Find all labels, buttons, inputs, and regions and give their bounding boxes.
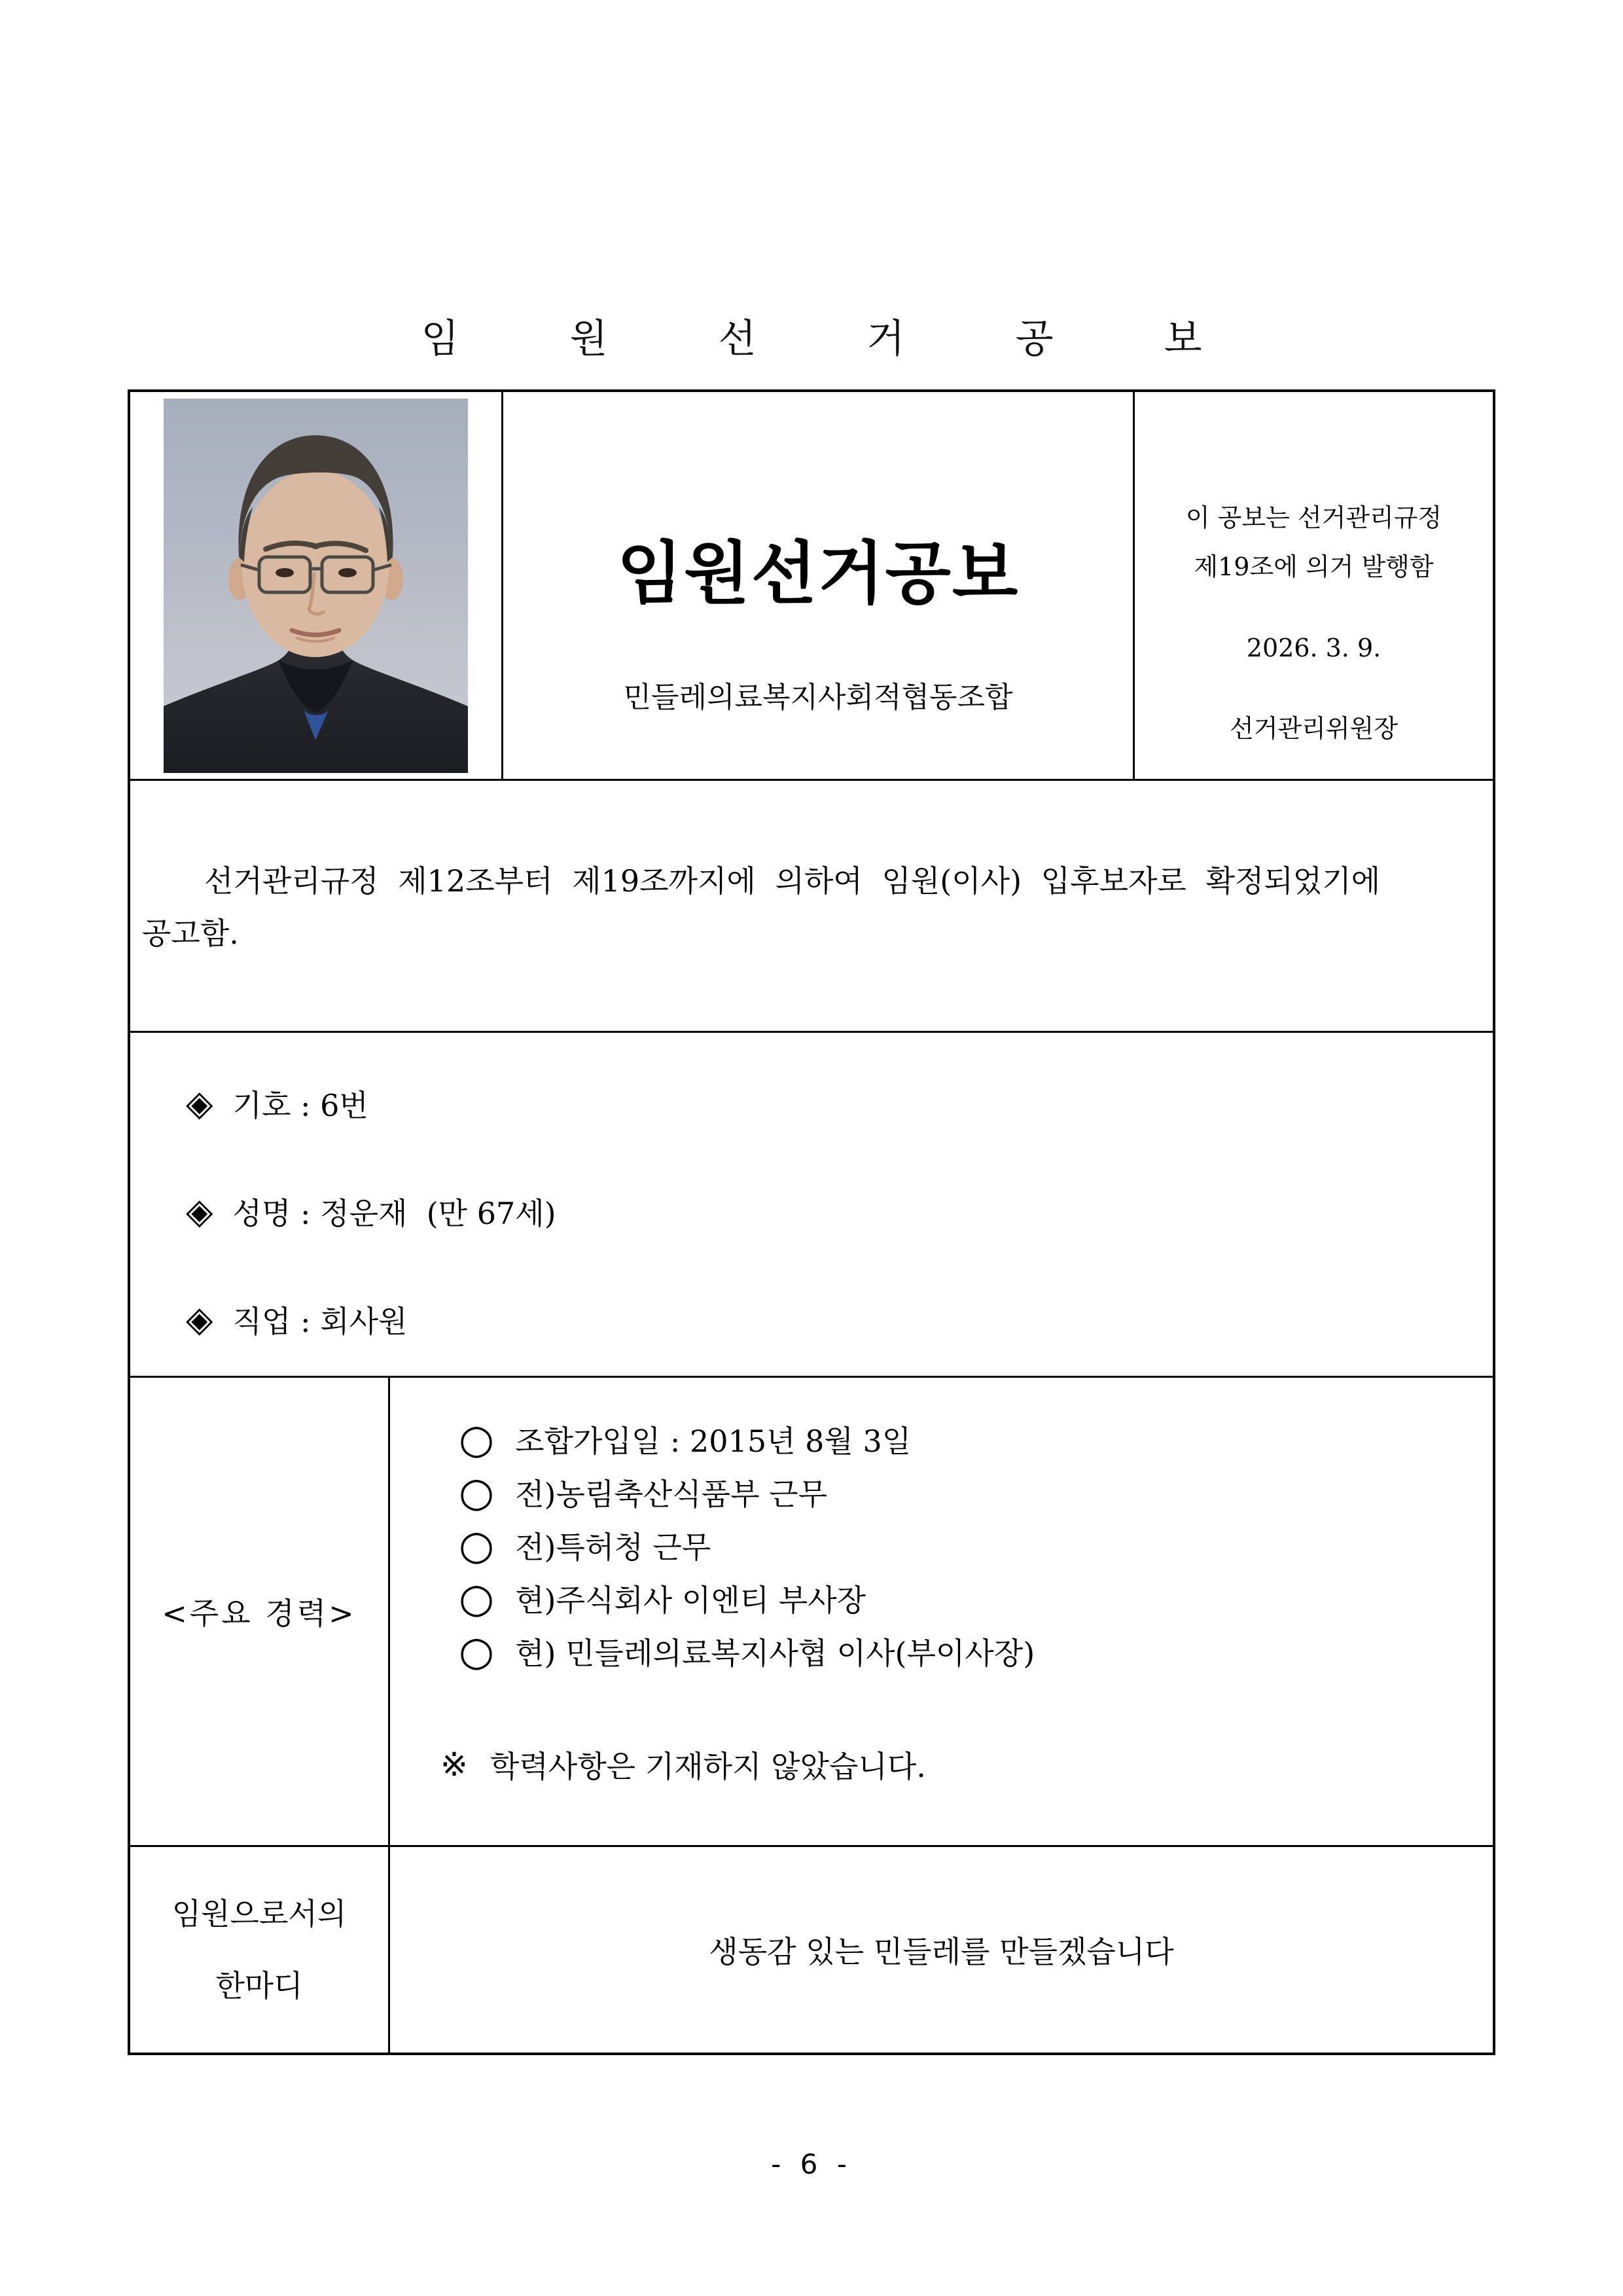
profile-cell xyxy=(130,1033,1493,1378)
profile-item-occupation-text: 직업 : 회사원 xyxy=(232,1304,408,1339)
career-item-text: 전)농림축산식품부 근무 xyxy=(515,1477,828,1512)
career-item xyxy=(459,1575,1493,1621)
message-content-cell xyxy=(390,1847,1493,2053)
career-item-text: 현)주식회사 이엔티 부사장 xyxy=(515,1583,866,1618)
title-cell xyxy=(503,392,1135,781)
diamond-bullet-icon: ◈ xyxy=(186,1083,213,1124)
message-label-cell xyxy=(130,1847,390,2053)
notice-cell xyxy=(130,781,1493,1033)
profile-item-number xyxy=(186,1072,1493,1135)
message-label-line1: 임원으로서의 xyxy=(171,1896,347,1931)
issuance-date: 2026. 3. 9. xyxy=(1246,634,1382,662)
notice-line2: 공고함. xyxy=(142,916,239,951)
main-title: 임원선거공보 xyxy=(616,533,1020,613)
circle-bullet-icon: ○ xyxy=(459,1521,495,1569)
diamond-bullet-icon: ◈ xyxy=(186,1191,213,1232)
career-item-text: 조합가입일 : 2015년 8월 3일 xyxy=(515,1424,912,1459)
profile-item-name xyxy=(186,1180,1493,1243)
page-number: - 6 - xyxy=(771,2148,852,2180)
issuance-info-cell xyxy=(1135,392,1493,781)
career-item xyxy=(459,1416,1493,1462)
career-item-text: 현) 민들레의료복지사협 이사(부이사장) xyxy=(515,1636,1035,1671)
profile-item-number-text: 기호 : 6번 xyxy=(232,1088,368,1123)
message-label-line2: 한마디 xyxy=(215,1968,303,2003)
circle-bullet-icon: ○ xyxy=(459,1415,495,1463)
issuer-title: 선거관리위원장 xyxy=(1230,714,1398,743)
diamond-bullet-icon: ◈ xyxy=(186,1299,213,1340)
page-title: 임 원 선 거 공 보 xyxy=(421,316,1251,362)
career-label-cell xyxy=(130,1378,390,1847)
notice-line1: 선거관리규정 제12조부터 제19조까지에 의하여 임원(이사) 입후보자로 확정되었기에 xyxy=(204,863,1381,899)
career-item xyxy=(459,1522,1493,1568)
education-note-text: 학력사항은 기재하지 않았습니다. xyxy=(490,1749,926,1784)
profile-item-name-text: 성명 : 정운재 (만 67세) xyxy=(232,1196,556,1231)
circle-bullet-icon: ○ xyxy=(459,1627,495,1675)
issuance-note-line2: 제19조에 의거 발행함 xyxy=(1194,552,1434,581)
circle-bullet-icon: ○ xyxy=(459,1468,495,1516)
career-label: <주요 경력> xyxy=(162,1596,357,1631)
announcement-table xyxy=(128,389,1495,2055)
career-content-cell xyxy=(390,1378,1493,1847)
photo-cell xyxy=(130,392,503,781)
circle-bullet-icon: ○ xyxy=(459,1574,495,1622)
message-text: 생동감 있는 민들레를 만들겠습니다 xyxy=(709,1934,1174,1969)
education-note xyxy=(440,1742,1493,1787)
profile-item-occupation xyxy=(186,1288,1493,1351)
career-item xyxy=(459,1469,1493,1515)
organization-name: 민들레의료복지사회적협동조합 xyxy=(623,681,1013,714)
reference-mark-icon: ※ xyxy=(440,1746,468,1784)
candidate-photo xyxy=(164,399,468,773)
issuance-note-line1: 이 공보는 선거관리규정 xyxy=(1185,503,1442,532)
career-item-text: 전)특허청 근무 xyxy=(515,1530,711,1565)
career-item xyxy=(459,1628,1493,1674)
